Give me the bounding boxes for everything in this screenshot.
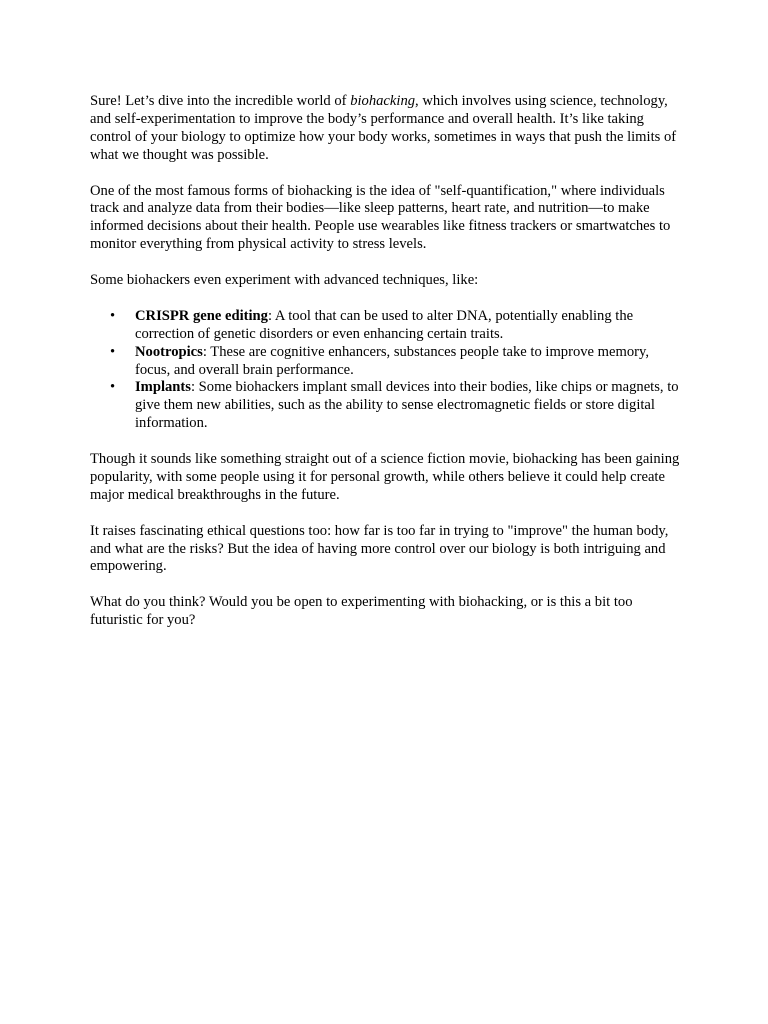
list-item-term: CRISPR gene editing xyxy=(135,307,268,324)
list-item-nootropics xyxy=(90,344,680,380)
self-quantification-paragraph: One of the most famous forms of biohacking is the idea of "self-quantification," where individuals track and analyze data from their bodies—like sleep patterns, heart rate, and nutrition—to make informed decisions about their health. People use wearables like fitness trackers or smartwatches to monitor everything from physical activity to stress levels. xyxy=(90,182,671,253)
bullet-icon: • xyxy=(110,307,116,324)
intro-emphasis: biohacking xyxy=(350,93,416,109)
list-item-crispr xyxy=(90,308,680,344)
intro-paragraph xyxy=(90,93,680,165)
list-item-implants xyxy=(90,379,680,433)
intro-text-after: , which involves using science, technology, and self-experimentation to improve the body’s performance and overall health. It’s like taking control of your biology to optimize how your body works, sometimes in ways that push the limits of what we thought was possible. xyxy=(90,93,677,163)
bullet-icon: • xyxy=(110,379,116,396)
bullet-icon: • xyxy=(110,343,116,360)
intro-text-before: Sure! Let’s dive into the incredible world of xyxy=(90,93,351,109)
closing-question-paragraph: What do you think? Would you be open to experimenting with biohacking, or is this a bit too futuristic for you? xyxy=(90,594,633,629)
list-item-term: Implants xyxy=(135,379,191,396)
list-item-text: : Some biohackers implant small devices into their bodies, like chips or magnets, to give them new abilities, such as the ability to sense electromagnetic fields or store digital information. xyxy=(135,379,679,432)
techniques-intro-paragraph: Some biohackers even experiment with advanced techniques, like: xyxy=(90,272,479,289)
ethics-paragraph: It raises fascinating ethical questions too: how far is too far in trying to "improve" the human body, and what are the risks? But the idea of having more control over our biology is both intriguing and empowering. xyxy=(90,522,669,575)
popularity-paragraph: Though it sounds like something straight out of a science fiction movie, biohacking has been gaining popularity, with some people using it for personal growth, while others believe it could help create major medical breakthroughs in the future. xyxy=(90,451,680,503)
list-item-text: : A tool that can be used to alter DNA, potentially enabling the correction of genetic disorders or even enhancing certain traits. xyxy=(135,307,634,342)
document-body xyxy=(90,93,680,648)
techniques-list xyxy=(90,308,680,433)
list-item-text: : These are cognitive enhancers, substances people take to improve memory, focus, and overall brain performance. xyxy=(135,343,650,378)
list-item-term: Nootropics xyxy=(135,343,203,360)
